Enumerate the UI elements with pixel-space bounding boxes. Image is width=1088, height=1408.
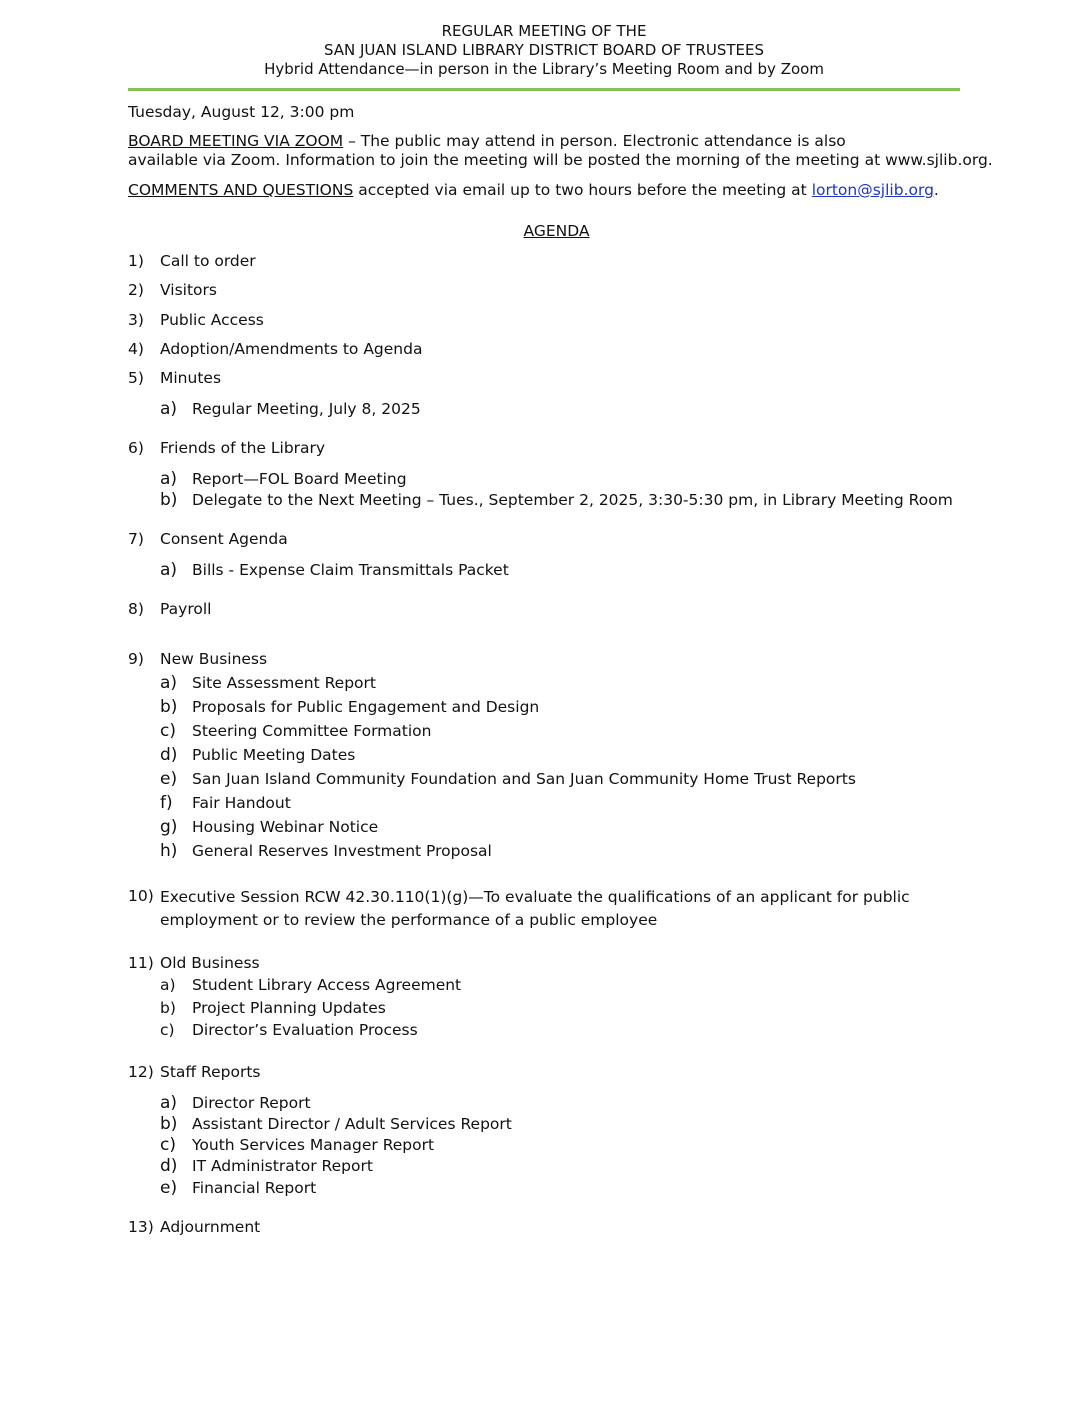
- header-line-3: Hybrid Attendance—in person in the Library’s Meeting Room and by Zoom: [264, 60, 824, 78]
- item-number: 6): [128, 439, 144, 457]
- agenda-item: Visitors: [160, 281, 217, 299]
- sub-item: Financial Report: [192, 1179, 317, 1197]
- header-divider: [128, 88, 960, 91]
- item-number: 13): [128, 1218, 154, 1236]
- agenda-item: New Business: [160, 650, 268, 668]
- sub-item: Fair Handout: [192, 794, 291, 812]
- agenda-item: Adjournment: [160, 1218, 261, 1236]
- item-number: 5): [128, 369, 144, 387]
- header-line-1: REGULAR MEETING OF THE: [441, 22, 647, 40]
- sub-item-letter: a): [160, 1093, 178, 1113]
- sub-item-letter: d): [160, 1156, 178, 1176]
- agenda-item: Adoption/Amendments to Agenda: [160, 340, 423, 358]
- item-number: 1): [128, 252, 144, 270]
- sub-item-letter: a): [160, 399, 178, 419]
- sub-item: Assistant Director / Adult Services Report: [192, 1115, 512, 1133]
- sub-item: Youth Services Manager Report: [192, 1136, 435, 1154]
- sub-item: Public Meeting Dates: [192, 746, 356, 764]
- agenda-item: Old Business: [160, 954, 260, 972]
- sub-item-letter: b): [160, 999, 176, 1017]
- header-line-2: SAN JUAN ISLAND LIBRARY DISTRICT BOARD OF TRUSTEES: [323, 41, 765, 59]
- agenda-item: Consent Agenda: [160, 530, 288, 548]
- sub-item-letter: c): [160, 1021, 175, 1039]
- sub-item: Steering Committee Formation: [192, 722, 432, 740]
- sub-item-letter: b): [160, 697, 178, 717]
- agenda-item: Staff Reports: [160, 1063, 261, 1081]
- agenda-item: Public Access: [160, 311, 264, 329]
- sub-item: Student Library Access Agreement: [192, 976, 462, 994]
- sub-item-letter: b): [160, 490, 178, 510]
- meeting-date: Tuesday, August 12, 3:00 pm: [128, 103, 355, 121]
- sub-item: San Juan Island Community Foundation and San Juan Community Home Trust Reports: [192, 770, 856, 788]
- sub-item: IT Administrator Report: [192, 1157, 373, 1175]
- sub-item: Project Planning Updates: [192, 999, 386, 1017]
- item-number: 7): [128, 530, 144, 548]
- sub-item: Bills - Expense Claim Transmittals Packet: [192, 561, 509, 579]
- item-number: 8): [128, 600, 144, 618]
- email-link[interactable]: lorton@sjlib.org: [811, 181, 934, 199]
- sub-item: Delegate to the Next Meeting – Tues., September 2, 2025, 3:30-5:30 pm, in Library Meeting Room: [192, 491, 953, 509]
- item-number: 9): [128, 650, 144, 668]
- zoom-notice-text: – The public may attend in person. Electronic attendance is also: [343, 132, 846, 150]
- agenda-item: Executive Session RCW 42.30.110(1)(g)—To evaluate the qualifications of an applicant for public employment or to review the performance of a public employee: [160, 888, 910, 929]
- sub-item: Site Assessment Report: [192, 674, 376, 692]
- sub-item-letter: e): [160, 769, 178, 789]
- item-number: 12): [128, 1063, 154, 1081]
- document-header: [0, 22, 1088, 79]
- agenda-title: AGENDA: [523, 222, 590, 240]
- sub-item: Proposals for Public Engagement and Design: [192, 698, 540, 716]
- sub-item: General Reserves Investment Proposal: [192, 842, 492, 860]
- zoom-notice-line-2: available via Zoom. Information to join the meeting will be posted the morning of the meeting at www.sjlib.org.: [128, 151, 993, 169]
- item-number: 2): [128, 281, 144, 299]
- item-number: 11): [128, 954, 154, 972]
- sub-item-letter: c): [160, 721, 176, 741]
- sub-item-letter: g): [160, 817, 178, 837]
- sub-item-letter: f): [160, 793, 173, 813]
- sub-item: Housing Webinar Notice: [192, 818, 379, 836]
- sub-item-letter: a): [160, 976, 176, 994]
- comments-text: accepted via email up to two hours before the meeting at: [353, 181, 812, 199]
- sub-item-letter: e): [160, 1178, 178, 1198]
- sub-item: Director’s Evaluation Process: [192, 1021, 418, 1039]
- item-number: 10): [128, 887, 154, 905]
- sub-item-letter: d): [160, 745, 178, 765]
- sub-item-letter: b): [160, 1114, 178, 1134]
- zoom-notice-line-1: [128, 132, 846, 150]
- agenda-item: Friends of the Library: [160, 439, 326, 457]
- item-number: 4): [128, 340, 144, 358]
- agenda-item: Payroll: [160, 600, 212, 618]
- comments-end: .: [933, 181, 939, 199]
- agenda-item: Call to order: [160, 252, 256, 270]
- zoom-notice-heading: BOARD MEETING VIA ZOOM: [128, 132, 344, 150]
- sub-item-letter: a): [160, 560, 178, 580]
- sub-item: Report—FOL Board Meeting: [192, 470, 407, 488]
- comments-notice: [128, 181, 939, 199]
- sub-item-letter: h): [160, 841, 178, 861]
- comments-heading: COMMENTS AND QUESTIONS: [128, 181, 354, 199]
- sub-item: Regular Meeting, July 8, 2025: [192, 400, 421, 418]
- sub-item-letter: a): [160, 673, 178, 693]
- sub-item-letter: c): [160, 1135, 176, 1155]
- sub-item: Director Report: [192, 1094, 311, 1112]
- sub-item-letter: a): [160, 469, 178, 489]
- item-number: 3): [128, 311, 144, 329]
- agenda-item: Minutes: [160, 369, 222, 387]
